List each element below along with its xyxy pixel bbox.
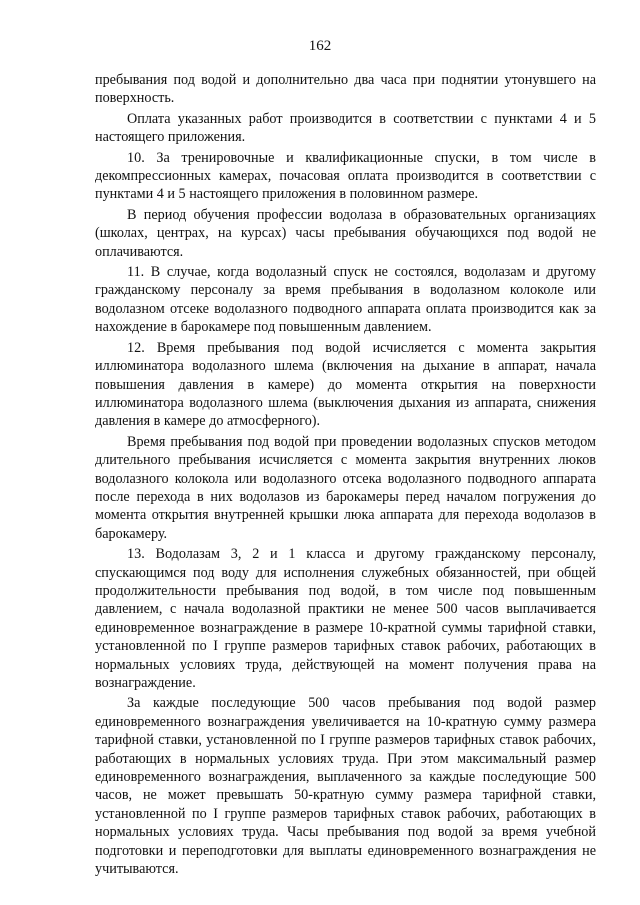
paragraph-item-13: 13. Водолазам 3, 2 и 1 класса и другому гражданскому персоналу, спускающимся под воду для исполнения служебных обязанностей, при общей продолжительности пребывания под водой, в том числе под повышенным давлением, с начала водолазной практики не менее 500 часов выплачивается единовременное вознаграждение в размере 10-кратной суммы тарифной ставки, установленной по I группе размеров тарифных ставок рабочих, работающих в нормальных условиях труда, действующей на момент получения права на вознаграждение. bbox=[95, 546, 596, 691]
body-text bbox=[95, 71, 596, 880]
paragraph: За каждые последующие 500 часов пребывания под водой размер единовременного вознаграждения увеличивается на 10-кратную сумму размера тарифной ставки, установленной по I группе размеров тарифных ставок рабочих, работающих в нормальных условиях труда. При этом максимальный размер единовременного вознаграждения, выплаченного за каждые последующие 500 часов, не может превышать 50-кратную сумму размера тарифной ставки, установленной по I группе размеров тарифных ставок рабочих, работающих в нормальных условиях труда. Часы пребывания под водой за время учебной подготовки и переподготовки для выплаты единовременного вознаграждения не учитываются. bbox=[95, 695, 596, 878]
paragraph-item-10: 10. За тренировочные и квалификационные спуски, в том числе в декомпрессионных камерах, почасовая оплата производится в соответствии с пунктами 4 и 5 настоящего приложения в половинном размере. bbox=[95, 149, 596, 203]
paragraph: Оплата указанных работ производится в соответствии с пунктами 4 и 5 настоящего приложения. bbox=[95, 110, 596, 146]
paragraph-item-11: 11. В случае, когда водолазный спуск не состоялся, водолазам и другому гражданскому персоналу за время пребывания в водолазном колоколе или водолазном отсеке водолазного подводного аппарата оплата производится как за нахождение в барокамере под повышенным давлением. bbox=[95, 264, 596, 336]
page-number: 162 bbox=[308, 38, 332, 54]
paragraph-item-12: 12. Время пребывания под водой исчисляется с момента закрытия иллюминатора водолазного шлема (включения на дыхание в аппарат, начала повышения давления в камере) до момента открытия на поверхности иллюминатора водолазного шлема (выключения дыхания из аппарата, снижения давления в камере до атмосферного). bbox=[95, 339, 596, 430]
paragraph: В период обучения профессии водолаза в образовательных организациях (школах, центрах, на курсах) часы пребывания обучающихся под водой не оплачиваются. bbox=[95, 206, 596, 260]
paragraph-continued: пребывания под водой и дополнительно два часа при поднятии утонувшего на поверхность. bbox=[95, 72, 596, 107]
paragraph: Время пребывания под водой при проведении водолазных спусков методом длительного пребывания исчисляется с момента закрытия внутренних люков водолазного колокола или водолазного отсека водолазного подводного аппарата после перехода в них водолазов из барокамеры перед началом погружения до момента открытия внутренней крышки люка аппарата для перехода водолазов в барокамеру. bbox=[95, 433, 596, 542]
